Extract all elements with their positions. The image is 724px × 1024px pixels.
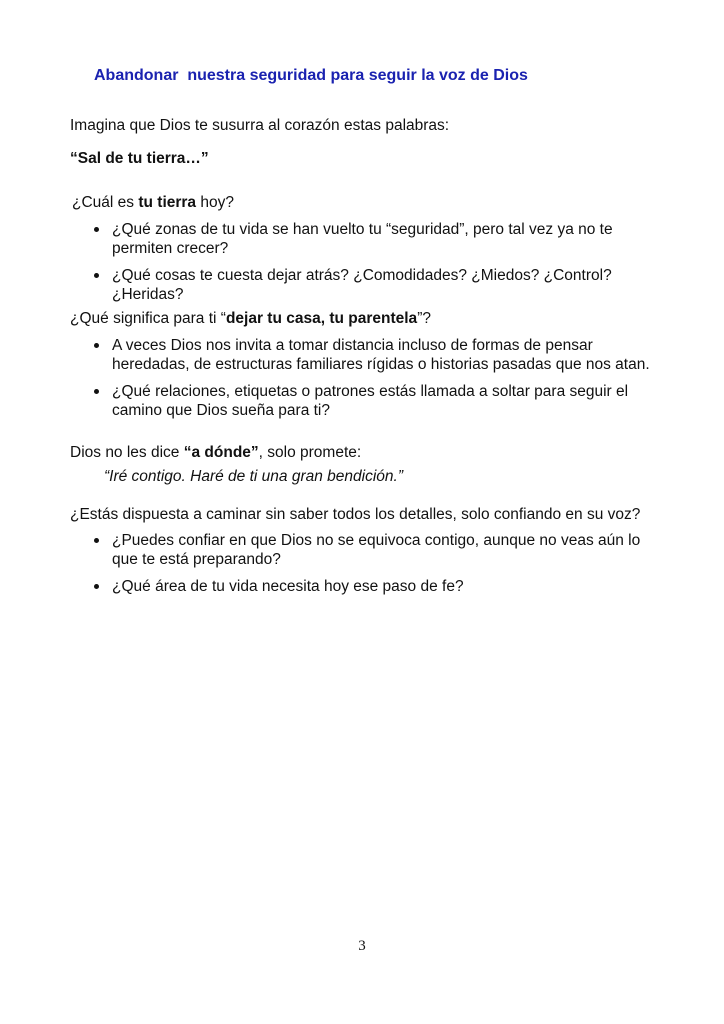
bullet-dot-icon bbox=[94, 227, 99, 232]
bullet-dot-icon bbox=[94, 584, 99, 589]
list-item bbox=[92, 336, 652, 374]
list-item-text: ¿Qué cosas te cuesta dejar atrás? ¿Comodidades? ¿Miedos? ¿Control? ¿Heridas? bbox=[112, 267, 612, 303]
bullet-dot-icon bbox=[94, 343, 99, 348]
list-item-text: ¿Qué área de tu vida necesita hoy ese paso de fe? bbox=[112, 578, 464, 595]
section1-bullets bbox=[92, 220, 652, 312]
quote-heading: “Sal de tu tierra…” bbox=[70, 150, 209, 167]
list-item bbox=[92, 531, 652, 569]
section2-question-bold: dejar tu casa, tu parentela bbox=[225, 310, 418, 327]
bullet-dot-icon bbox=[94, 538, 99, 543]
section2-bullets bbox=[92, 336, 652, 428]
list-item-text: ¿Puedes confiar en que Dios no se equivoca contigo, aunque no veas aún lo que te está preparando? bbox=[112, 532, 641, 568]
section3-question bbox=[70, 443, 361, 462]
bullet-dot-icon bbox=[94, 389, 99, 394]
list-item bbox=[92, 577, 652, 596]
list-item bbox=[92, 382, 652, 420]
page-number: 3 bbox=[358, 938, 366, 954]
section1-question-pre: ¿Cuál es bbox=[72, 194, 139, 211]
section1-question-bold: tu tierra bbox=[138, 194, 197, 211]
list-item bbox=[92, 266, 652, 304]
section2-question bbox=[70, 309, 431, 328]
list-item-text: ¿Qué relaciones, etiquetas o patrones estás llamada a soltar para seguir el camino que Dios sueña para ti? bbox=[112, 383, 629, 419]
section4-question: ¿Estás dispuesta a caminar sin saber todos los detalles, solo confiando en su voz? bbox=[70, 506, 641, 523]
page-title: Abandonar nuestra seguridad para seguir la voz de Dios bbox=[94, 67, 528, 84]
section4-bullets bbox=[92, 531, 652, 604]
promise-quote: “Iré contigo. Haré de ti una gran bendición.” bbox=[104, 468, 403, 485]
section3-question-post: , solo promete: bbox=[258, 444, 362, 461]
intro-paragraph: Imagina que Dios te susurra al corazón estas palabras: bbox=[70, 117, 450, 134]
section3-question-pre: Dios no les dice bbox=[70, 444, 184, 461]
bullet-dot-icon bbox=[94, 273, 99, 278]
section1-question bbox=[72, 193, 234, 212]
section1-question-post: hoy? bbox=[196, 194, 234, 211]
list-item-text: A veces Dios nos invita a tomar distancia incluso de formas de pensar heredadas, de estructuras familiares rígidas o historias pasadas que nos atan. bbox=[112, 337, 650, 373]
list-item bbox=[92, 220, 652, 258]
section2-question-pre: ¿Qué significa para ti “ bbox=[70, 310, 226, 327]
list-item-text: ¿Qué zonas de tu vida se han vuelto tu “seguridad”, pero tal vez ya no te permiten crecer? bbox=[112, 221, 613, 257]
section2-question-post: ”? bbox=[417, 310, 431, 327]
section3-question-bold: “a dónde” bbox=[183, 444, 259, 461]
